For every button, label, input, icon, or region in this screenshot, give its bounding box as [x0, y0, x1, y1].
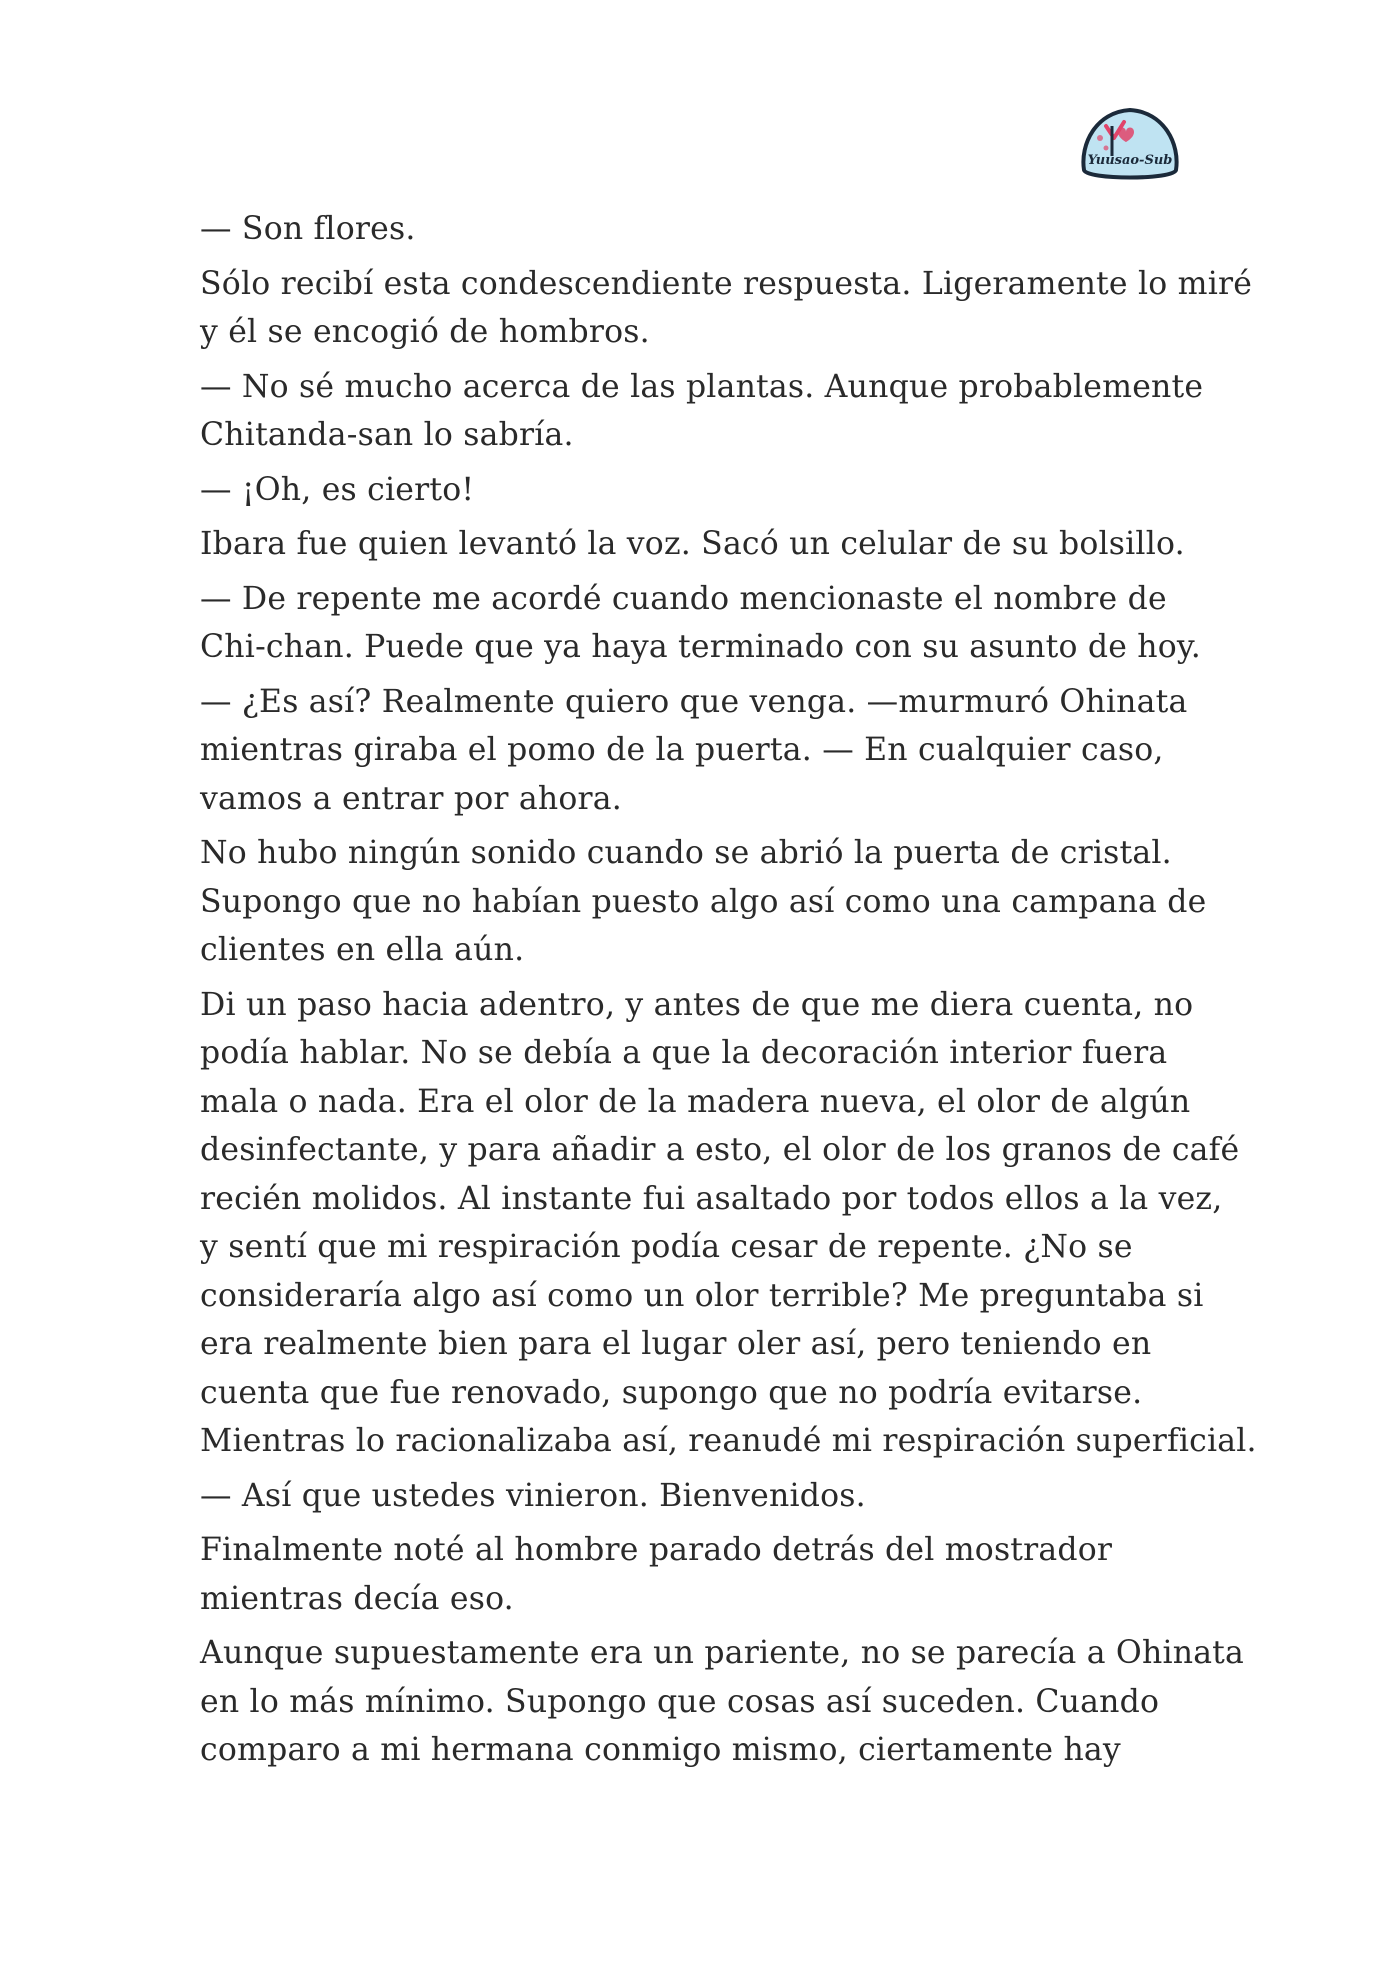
watermark-logo — [1076, 104, 1184, 184]
text-line: en lo más mínimo. Supongo que cosas así suceden. Cuando — [200, 1683, 1160, 1720]
paragraph — [200, 466, 1210, 515]
text-line: — ¿Es así? Realmente quiero que venga. —murmuró Ohinata — [200, 683, 1188, 720]
text-line: mientras decía eso. — [200, 1580, 514, 1617]
text-line: clientes en ella aún. — [200, 932, 525, 968]
text-line: cuenta que fue renovado, supongo que no podría evitarse. — [200, 1374, 1143, 1411]
text-line: Ibara fue quien levantó la voz. Sacó un celular de su bolsillo. — [200, 526, 1185, 562]
text-line: y él se encogió de hombros. — [200, 314, 650, 350]
paragraph — [200, 1629, 1245, 1775]
text-line: — ¡Oh, es cierto! — [200, 471, 475, 508]
text-line: desinfectante, y para añadir a esto, el olor de los granos de café — [200, 1132, 1240, 1168]
logo-badge-icon — [1076, 104, 1184, 184]
text-line: Aunque supuestamente era un pariente, no se parecía a Ohinata — [200, 1635, 1245, 1671]
paragraph — [200, 363, 1210, 460]
text-line: Finalmente noté al hombre parado detrás del mostrador — [200, 1532, 1113, 1568]
text-line: Supongo que no habían puesto algo así como una campana de — [200, 883, 1207, 920]
text-line: — Son flores. — [200, 211, 416, 247]
text-line: No hubo ningún sonido cuando se abrió la puerta de cristal. — [200, 835, 1172, 871]
text-line: consideraría algo así como un olor terrible? Me preguntaba si — [200, 1277, 1204, 1314]
text-line: Di un paso hacia adentro, y antes de que me diera cuenta, no — [200, 986, 1194, 1023]
paragraph — [200, 678, 1210, 824]
text-line: — De repente me acordé cuando mencionaste el nombre de — [200, 580, 1167, 617]
text-line: — Así que ustedes vinieron. Bienvenidos. — [200, 1477, 866, 1514]
text-line: comparo a mi hermana conmigo mismo, ciertamente hay — [200, 1732, 1121, 1768]
text-line: Mientras lo racionalizaba así, reanudé mi respiración superficial. — [200, 1423, 1257, 1459]
paragraph — [200, 829, 1210, 975]
text-line: Chi-chan. Puede que ya haya terminado con su asunto de hoy. — [200, 629, 1201, 665]
document-body — [200, 205, 1257, 1781]
logo-text: Yuusao-Sub — [1087, 153, 1173, 168]
paragraph — [200, 205, 1210, 254]
paragraph — [200, 575, 1210, 672]
text-line: podía hablar. No se debía a que la decoración interior fuera — [200, 1035, 1168, 1071]
text-line: recién molidos. Al instante fui asaltado por todos ellos a la vez, — [200, 1180, 1223, 1217]
text-line: Chitanda-san lo sabría. — [200, 417, 574, 453]
paragraph — [200, 260, 1253, 357]
paragraph — [200, 1472, 1210, 1521]
text-line: — No sé mucho acerca de las plantas. Aunque probablemente — [200, 368, 1204, 405]
text-line: vamos a entrar por ahora. — [200, 780, 622, 817]
text-line: Sólo recibí esta condescendiente respuesta. Ligeramente lo miré — [200, 265, 1253, 302]
paragraph — [200, 981, 1257, 1466]
text-line: mala o nada. Era el olor de la madera nueva, el olor de algún — [200, 1083, 1191, 1120]
paragraph — [200, 1526, 1210, 1623]
text-line: y sentí que mi respiración podía cesar de repente. ¿No se — [200, 1229, 1133, 1265]
paragraph — [200, 520, 1210, 569]
text-line: era realmente bien para el lugar oler así, pero teniendo en — [200, 1326, 1152, 1362]
text-line: mientras giraba el pomo de la puerta. — En cualquier caso, — [200, 732, 1164, 768]
